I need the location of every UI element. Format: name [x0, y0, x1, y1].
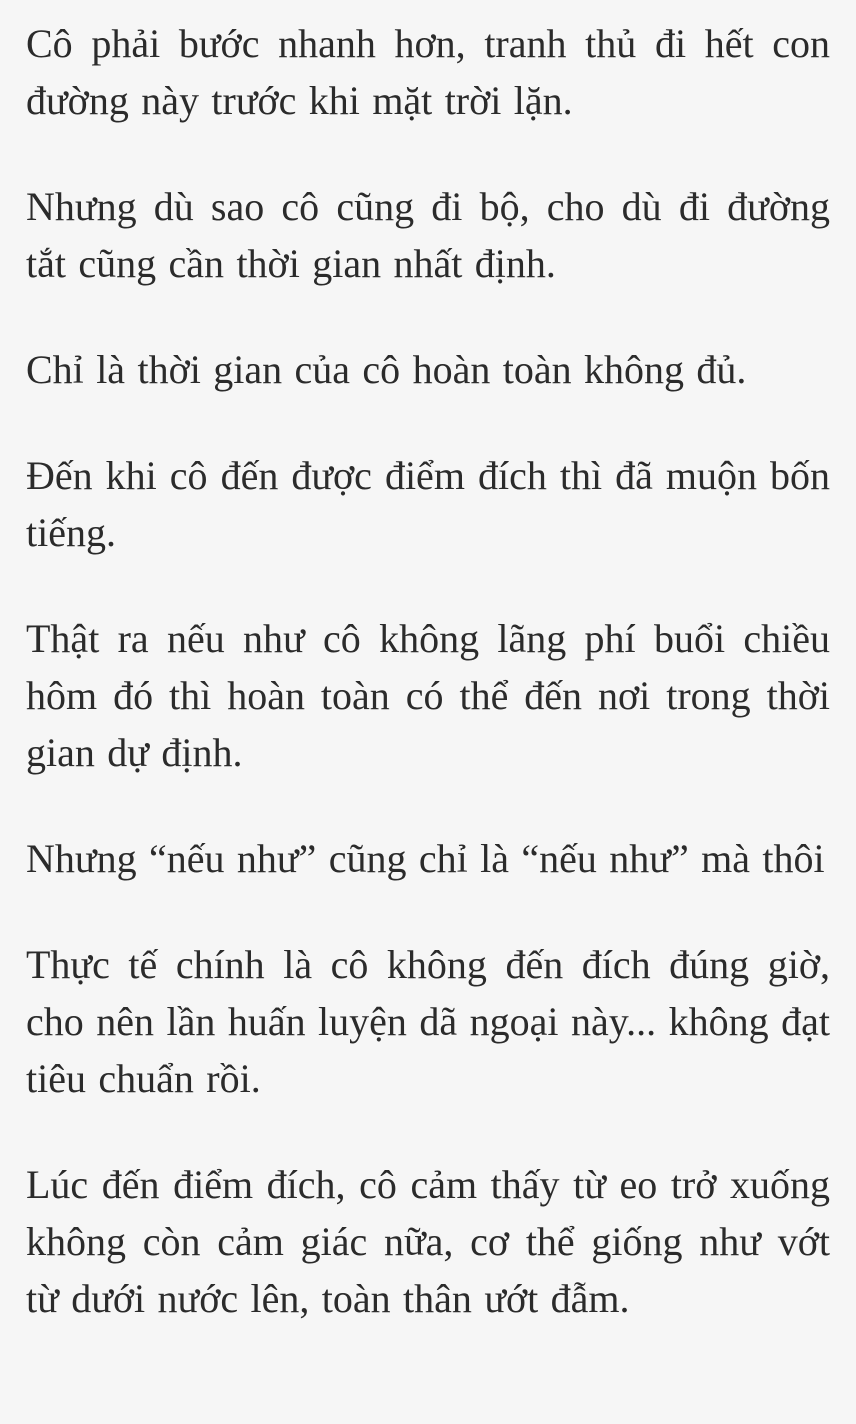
- paragraph: Cô phải bước nhanh hơn, tranh thủ đi hết con đường này trước khi mặt trời lặn.: [26, 21, 830, 123]
- paragraph: Nhưng “nếu như” cũng chỉ là “nếu như” mà thôi: [26, 836, 825, 881]
- paragraph: Đến khi cô đến được điểm đích thì đã muộn bốn tiếng.: [26, 453, 830, 555]
- paragraph: Thực tế chính là cô không đến đích đúng giờ, cho nên lần huấn luyện dã ngoại này... không đạt tiêu chuẩn rồi.: [26, 942, 830, 1101]
- paragraph: Lúc đến điểm đích, cô cảm thấy từ eo trở xuống không còn cảm giác nữa, cơ thể giống như vớt từ dưới nước lên, toàn thân ướt đẫm.: [26, 1162, 830, 1321]
- paragraph: Nhưng dù sao cô cũng đi bộ, cho dù đi đường tắt cũng cần thời gian nhất định.: [26, 184, 830, 286]
- paragraph: Chỉ là thời gian của cô hoàn toàn không đủ.: [26, 347, 747, 392]
- paragraph: Thật ra nếu như cô không lãng phí buổi chiều hôm đó thì hoàn toàn có thể đến nơi trong thời gian dự định.: [26, 616, 830, 775]
